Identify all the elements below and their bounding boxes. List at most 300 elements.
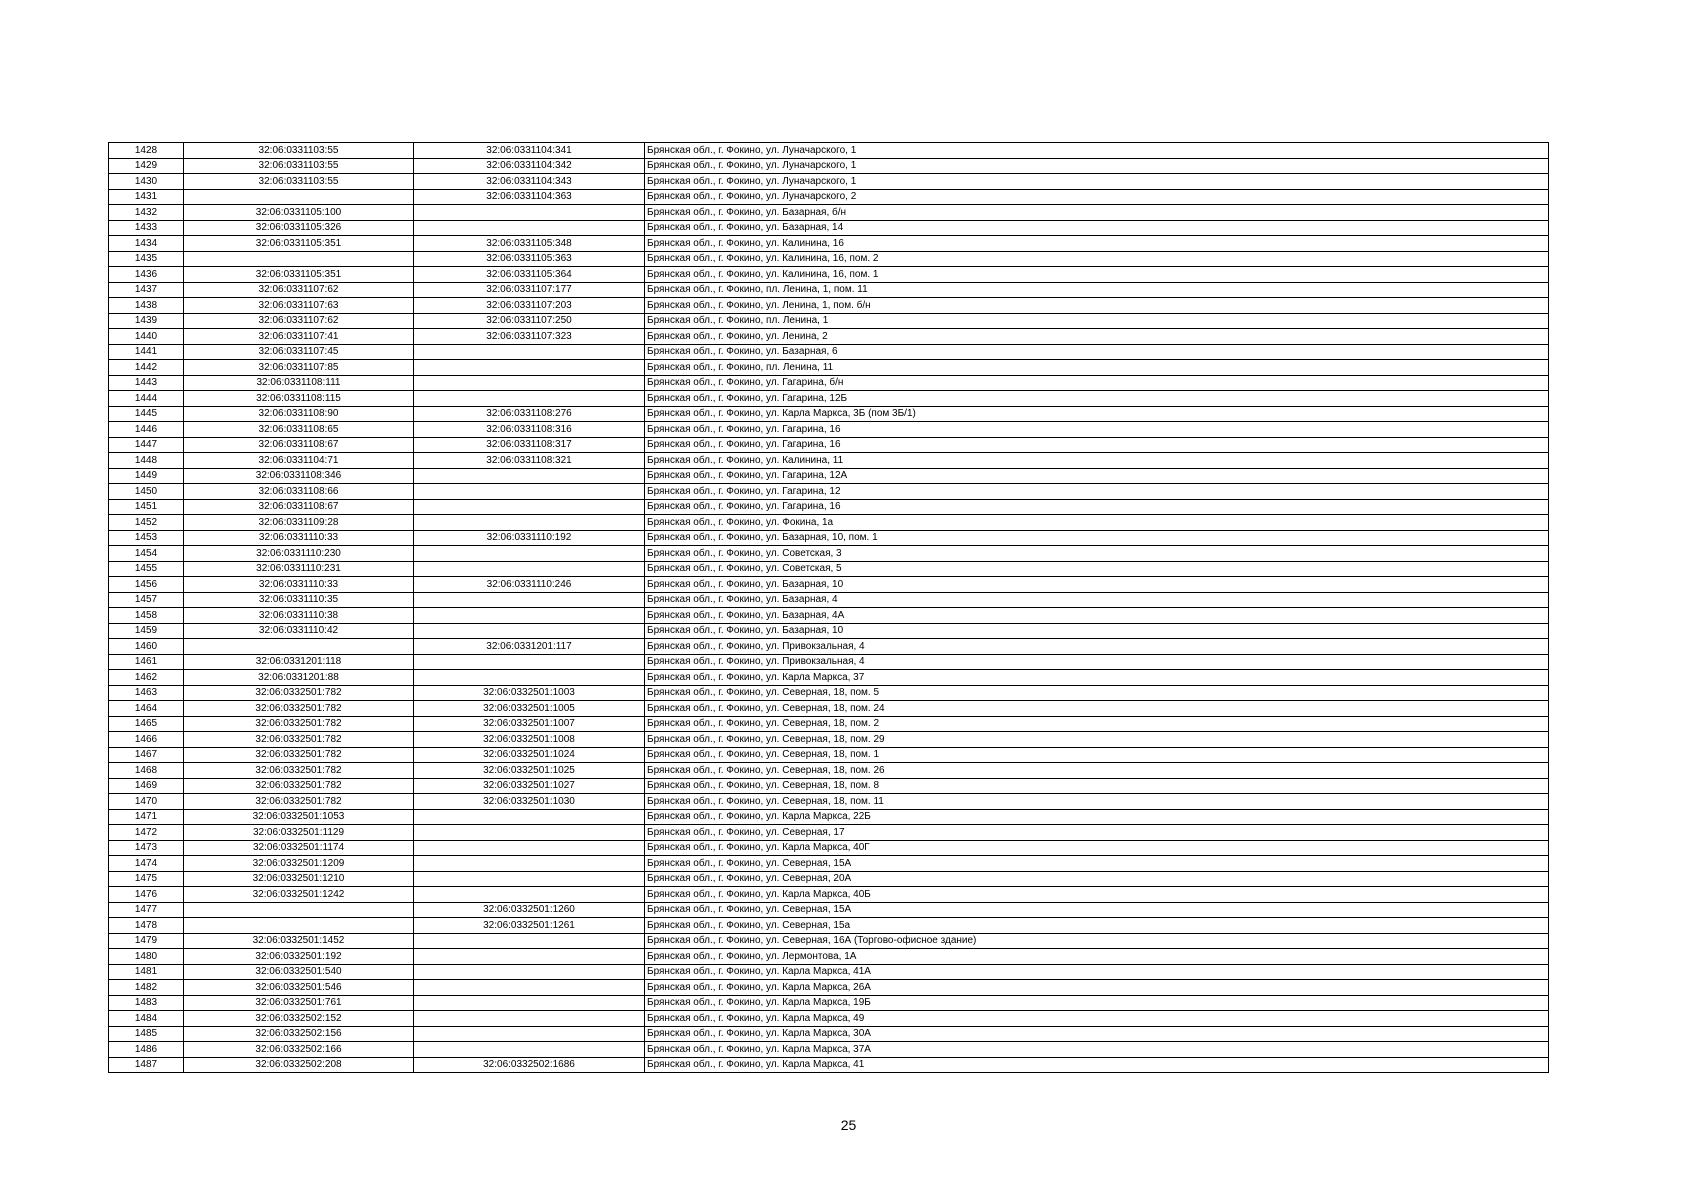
land-cadastral-number-cell: 32:06:0331107:45	[184, 344, 414, 360]
building-cadastral-number-cell: 32:06:0331104:343	[414, 174, 645, 190]
building-cadastral-number-cell: 32:06:0331110:192	[414, 530, 645, 546]
table-row	[109, 329, 1549, 345]
land-cadastral-number-cell: 32:06:0331108:346	[184, 468, 414, 484]
row-number-cell: 1454	[109, 546, 184, 562]
table-row	[109, 887, 1549, 903]
row-number-cell: 1459	[109, 623, 184, 639]
building-cadastral-number-cell	[414, 871, 645, 887]
building-cadastral-number-cell: 32:06:0332502:1686	[414, 1057, 645, 1073]
table-row	[109, 282, 1549, 298]
land-cadastral-number-cell: 32:06:0331110:33	[184, 577, 414, 593]
building-cadastral-number-cell	[414, 344, 645, 360]
table-row	[109, 995, 1549, 1011]
row-number-cell: 1444	[109, 391, 184, 407]
land-cadastral-number-cell	[184, 189, 414, 205]
address-cell: Брянская обл., г. Фокино, ул. Северная, 15А	[645, 856, 1549, 872]
address-cell: Брянская обл., г. Фокино, ул. Северная, 18, пом. 26	[645, 763, 1549, 779]
building-cadastral-number-cell	[414, 468, 645, 484]
row-number-cell: 1429	[109, 158, 184, 174]
land-cadastral-number-cell: 32:06:0332501:782	[184, 685, 414, 701]
building-cadastral-number-cell	[414, 499, 645, 515]
building-cadastral-number-cell	[414, 995, 645, 1011]
address-cell: Брянская обл., г. Фокино, ул. Базарная, б/н	[645, 205, 1549, 221]
row-number-cell: 1445	[109, 406, 184, 422]
table-row	[109, 499, 1549, 515]
row-number-cell: 1450	[109, 484, 184, 500]
address-cell: Брянская обл., г. Фокино, ул. Карла Маркса, 22Б	[645, 809, 1549, 825]
land-cadastral-number-cell: 32:06:0332501:1129	[184, 825, 414, 841]
building-cadastral-number-cell: 32:06:0331110:246	[414, 577, 645, 593]
table-row	[109, 515, 1549, 531]
row-number-cell: 1480	[109, 949, 184, 965]
land-cadastral-number-cell: 32:06:0331110:35	[184, 592, 414, 608]
building-cadastral-number-cell	[414, 484, 645, 500]
land-cadastral-number-cell: 32:06:0332501:546	[184, 980, 414, 996]
address-cell: Брянская обл., г. Фокино, ул. Северная, 18, пом. 29	[645, 732, 1549, 748]
address-cell: Брянская обл., г. Фокино, ул. Советская, 3	[645, 546, 1549, 562]
table-row	[109, 360, 1549, 376]
address-cell: Брянская обл., г. Фокино, ул. Карла Маркса, 40Г	[645, 840, 1549, 856]
building-cadastral-number-cell: 32:06:0331201:117	[414, 639, 645, 655]
row-number-cell: 1468	[109, 763, 184, 779]
land-cadastral-number-cell: 32:06:0331108:65	[184, 422, 414, 438]
address-cell: Брянская обл., г. Фокино, ул. Привокзальная, 4	[645, 654, 1549, 670]
address-cell: Брянская обл., г. Фокино, ул. Базарная, 6	[645, 344, 1549, 360]
building-cadastral-number-cell: 32:06:0331104:341	[414, 143, 645, 159]
address-cell: Брянская обл., г. Фокино, ул. Гагарина, 12	[645, 484, 1549, 500]
table-row	[109, 608, 1549, 624]
building-cadastral-number-cell	[414, 809, 645, 825]
building-cadastral-number-cell	[414, 561, 645, 577]
table-row	[109, 918, 1549, 934]
building-cadastral-number-cell: 32:06:0331104:342	[414, 158, 645, 174]
building-cadastral-number-cell	[414, 887, 645, 903]
table-row	[109, 236, 1549, 252]
table-row	[109, 747, 1549, 763]
table-row	[109, 344, 1549, 360]
address-cell: Брянская обл., г. Фокино, ул. Гагарина, 16	[645, 422, 1549, 438]
row-number-cell: 1434	[109, 236, 184, 252]
address-cell: Брянская обл., г. Фокино, ул. Карла Маркса, 40Б	[645, 887, 1549, 903]
table-row	[109, 174, 1549, 190]
building-cadastral-number-cell: 32:06:0331107:323	[414, 329, 645, 345]
row-number-cell: 1439	[109, 313, 184, 329]
row-number-cell: 1465	[109, 716, 184, 732]
table-row	[109, 980, 1549, 996]
table-row	[109, 437, 1549, 453]
row-number-cell: 1475	[109, 871, 184, 887]
building-cadastral-number-cell	[414, 933, 645, 949]
address-cell: Брянская обл., г. Фокино, ул. Базарная, 10	[645, 623, 1549, 639]
address-cell: Брянская обл., г. Фокино, ул. Северная, 18, пом. 2	[645, 716, 1549, 732]
land-cadastral-number-cell: 32:06:0331107:62	[184, 282, 414, 298]
building-cadastral-number-cell: 32:06:0331105:364	[414, 267, 645, 283]
table-row	[109, 267, 1549, 283]
address-cell: Брянская обл., г. Фокино, ул. Калинина, 16, пом. 1	[645, 267, 1549, 283]
land-cadastral-number-cell: 32:06:0331110:42	[184, 623, 414, 639]
row-number-cell: 1457	[109, 592, 184, 608]
row-number-cell: 1449	[109, 468, 184, 484]
building-cadastral-number-cell: 32:06:0332501:1008	[414, 732, 645, 748]
row-number-cell: 1481	[109, 964, 184, 980]
land-cadastral-number-cell: 32:06:0331103:55	[184, 174, 414, 190]
row-number-cell: 1451	[109, 499, 184, 515]
building-cadastral-number-cell: 32:06:0331105:363	[414, 251, 645, 267]
table-row	[109, 856, 1549, 872]
land-cadastral-number-cell: 32:06:0332501:1210	[184, 871, 414, 887]
address-cell: Брянская обл., г. Фокино, ул. Луначарского, 1	[645, 174, 1549, 190]
building-cadastral-number-cell	[414, 980, 645, 996]
address-cell: Брянская обл., г. Фокино, ул. Северная, 18, пом. 1	[645, 747, 1549, 763]
table-row	[109, 825, 1549, 841]
table-row	[109, 716, 1549, 732]
address-cell: Брянская обл., г. Фокино, ул. Привокзальная, 4	[645, 639, 1549, 655]
row-number-cell: 1473	[109, 840, 184, 856]
building-cadastral-number-cell: 32:06:0331107:203	[414, 298, 645, 314]
address-cell: Брянская обл., г. Фокино, ул. Северная, 18, пом. 24	[645, 701, 1549, 717]
address-cell: Брянская обл., г. Фокино, ул. Северная, 16А (Торгово-офисное здание)	[645, 933, 1549, 949]
row-number-cell: 1467	[109, 747, 184, 763]
building-cadastral-number-cell: 32:06:0332501:1007	[414, 716, 645, 732]
land-cadastral-number-cell: 32:06:0331108:67	[184, 437, 414, 453]
address-cell: Брянская обл., г. Фокино, ул. Калинина, 16, пом. 2	[645, 251, 1549, 267]
table-row	[109, 251, 1549, 267]
building-cadastral-number-cell: 32:06:0332501:1003	[414, 685, 645, 701]
land-cadastral-number-cell: 32:06:0331108:90	[184, 406, 414, 422]
building-cadastral-number-cell	[414, 592, 645, 608]
address-cell: Брянская обл., г. Фокино, ул. Карла Маркса, 26А	[645, 980, 1549, 996]
land-cadastral-number-cell: 32:06:0332501:782	[184, 747, 414, 763]
building-cadastral-number-cell: 32:06:0332501:1261	[414, 918, 645, 934]
row-number-cell: 1456	[109, 577, 184, 593]
table-row	[109, 1057, 1549, 1073]
table-row	[109, 964, 1549, 980]
table-row	[109, 313, 1549, 329]
building-cadastral-number-cell	[414, 375, 645, 391]
land-cadastral-number-cell: 32:06:0331104:71	[184, 453, 414, 469]
row-number-cell: 1472	[109, 825, 184, 841]
table-row	[109, 468, 1549, 484]
address-cell: Брянская обл., г. Фокино, ул. Северная, 20А	[645, 871, 1549, 887]
address-cell: Брянская обл., г. Фокино, ул. Северная, 18, пом. 11	[645, 794, 1549, 810]
row-number-cell: 1464	[109, 701, 184, 717]
row-number-cell: 1477	[109, 902, 184, 918]
row-number-cell: 1440	[109, 329, 184, 345]
row-number-cell: 1478	[109, 918, 184, 934]
row-number-cell: 1463	[109, 685, 184, 701]
table-row	[109, 778, 1549, 794]
row-number-cell: 1458	[109, 608, 184, 624]
address-cell: Брянская обл., г. Фокино, ул. Северная, 18, пом. 8	[645, 778, 1549, 794]
building-cadastral-number-cell: 32:06:0332501:1024	[414, 747, 645, 763]
row-number-cell: 1452	[109, 515, 184, 531]
land-cadastral-number-cell: 32:06:0331108:66	[184, 484, 414, 500]
building-cadastral-number-cell	[414, 1042, 645, 1058]
table-row	[109, 298, 1549, 314]
land-cadastral-number-cell: 32:06:0331107:85	[184, 360, 414, 376]
building-cadastral-number-cell: 32:06:0331105:348	[414, 236, 645, 252]
building-cadastral-number-cell	[414, 825, 645, 841]
building-cadastral-number-cell	[414, 391, 645, 407]
land-cadastral-number-cell: 32:06:0331110:230	[184, 546, 414, 562]
row-number-cell: 1483	[109, 995, 184, 1011]
table-row	[109, 763, 1549, 779]
table-row	[109, 732, 1549, 748]
land-cadastral-number-cell: 32:06:0331201:118	[184, 654, 414, 670]
land-cadastral-number-cell: 32:06:0331108:115	[184, 391, 414, 407]
row-number-cell: 1455	[109, 561, 184, 577]
address-cell: Брянская обл., г. Фокино, ул. Базарная, 4А	[645, 608, 1549, 624]
address-cell: Брянская обл., г. Фокино, ул. Луначарского, 1	[645, 143, 1549, 159]
address-cell: Брянская обл., г. Фокино, ул. Гагарина, 12А	[645, 468, 1549, 484]
address-cell: Брянская обл., г. Фокино, ул. Карла Маркса, 30А	[645, 1026, 1549, 1042]
land-cadastral-number-cell: 32:06:0331105:100	[184, 205, 414, 221]
building-cadastral-number-cell	[414, 546, 645, 562]
building-cadastral-number-cell	[414, 670, 645, 686]
land-cadastral-number-cell: 32:06:0331110:33	[184, 530, 414, 546]
land-cadastral-number-cell: 32:06:0331105:326	[184, 220, 414, 236]
land-cadastral-number-cell: 32:06:0332501:782	[184, 701, 414, 717]
address-cell: Брянская обл., г. Фокино, ул. Фокина, 1а	[645, 515, 1549, 531]
row-number-cell: 1474	[109, 856, 184, 872]
address-cell: Брянская обл., г. Фокино, ул. Калинина, 11	[645, 453, 1549, 469]
building-cadastral-number-cell	[414, 515, 645, 531]
address-cell: Брянская обл., г. Фокино, ул. Карла Маркса, 3Б (пом 3Б/1)	[645, 406, 1549, 422]
land-cadastral-number-cell: 32:06:0331108:67	[184, 499, 414, 515]
table-row	[109, 375, 1549, 391]
land-cadastral-number-cell: 32:06:0332501:540	[184, 964, 414, 980]
table-row	[109, 949, 1549, 965]
table-row	[109, 685, 1549, 701]
building-cadastral-number-cell: 32:06:0331108:276	[414, 406, 645, 422]
address-cell: Брянская обл., г. Фокино, ул. Карла Маркса, 49	[645, 1011, 1549, 1027]
table-row	[109, 422, 1549, 438]
building-cadastral-number-cell	[414, 856, 645, 872]
table-row	[109, 484, 1549, 500]
table-row	[109, 1011, 1549, 1027]
row-number-cell: 1438	[109, 298, 184, 314]
address-cell: Брянская обл., г. Фокино, ул. Базарная, 14	[645, 220, 1549, 236]
table-row	[109, 577, 1549, 593]
address-cell: Брянская обл., г. Фокино, ул. Карла Маркса, 19Б	[645, 995, 1549, 1011]
row-number-cell: 1482	[109, 980, 184, 996]
address-cell: Брянская обл., г. Фокино, ул. Карла Маркса, 37	[645, 670, 1549, 686]
row-number-cell: 1436	[109, 267, 184, 283]
building-cadastral-number-cell: 32:06:0332501:1025	[414, 763, 645, 779]
building-cadastral-number-cell	[414, 1011, 645, 1027]
land-cadastral-number-cell: 32:06:0332501:1242	[184, 887, 414, 903]
table-row	[109, 391, 1549, 407]
row-number-cell: 1471	[109, 809, 184, 825]
table-row	[109, 871, 1549, 887]
address-cell: Брянская обл., г. Фокино, ул. Базарная, 4	[645, 592, 1549, 608]
table-row	[109, 639, 1549, 655]
building-cadastral-number-cell: 32:06:0331108:316	[414, 422, 645, 438]
land-cadastral-number-cell: 32:06:0331201:88	[184, 670, 414, 686]
table-row	[109, 902, 1549, 918]
row-number-cell: 1442	[109, 360, 184, 376]
building-cadastral-number-cell	[414, 623, 645, 639]
land-cadastral-number-cell	[184, 251, 414, 267]
table-row	[109, 453, 1549, 469]
address-cell: Брянская обл., г. Фокино, ул. Советская, 5	[645, 561, 1549, 577]
row-number-cell: 1469	[109, 778, 184, 794]
address-cell: Брянская обл., г. Фокино, ул. Базарная, 10, пом. 1	[645, 530, 1549, 546]
row-number-cell: 1476	[109, 887, 184, 903]
row-number-cell: 1435	[109, 251, 184, 267]
address-cell: Брянская обл., г. Фокино, ул. Карла Маркса, 37А	[645, 1042, 1549, 1058]
land-cadastral-number-cell: 32:06:0331103:55	[184, 158, 414, 174]
table-row	[109, 546, 1549, 562]
table-row	[109, 654, 1549, 670]
land-cadastral-number-cell	[184, 918, 414, 934]
address-cell: Брянская обл., г. Фокино, ул. Карла Маркса, 41А	[645, 964, 1549, 980]
building-cadastral-number-cell	[414, 220, 645, 236]
building-cadastral-number-cell: 32:06:0332501:1005	[414, 701, 645, 717]
land-cadastral-number-cell: 32:06:0331107:63	[184, 298, 414, 314]
land-cadastral-number-cell: 32:06:0332501:192	[184, 949, 414, 965]
row-number-cell: 1470	[109, 794, 184, 810]
land-cadastral-number-cell: 32:06:0332501:1209	[184, 856, 414, 872]
address-cell: Брянская обл., г. Фокино, ул. Лермонтова, 1А	[645, 949, 1549, 965]
address-cell: Брянская обл., г. Фокино, ул. Карла Маркса, 41	[645, 1057, 1549, 1073]
building-cadastral-number-cell	[414, 654, 645, 670]
land-cadastral-number-cell: 32:06:0331108:111	[184, 375, 414, 391]
row-number-cell: 1446	[109, 422, 184, 438]
row-number-cell: 1486	[109, 1042, 184, 1058]
land-cadastral-number-cell: 32:06:0331107:41	[184, 329, 414, 345]
land-cadastral-number-cell	[184, 902, 414, 918]
table-row	[109, 670, 1549, 686]
address-cell: Брянская обл., г. Фокино, ул. Гагарина, 12Б	[645, 391, 1549, 407]
address-cell: Брянская обл., г. Фокино, ул. Гагарина, 16	[645, 437, 1549, 453]
building-cadastral-number-cell	[414, 360, 645, 376]
address-cell: Брянская обл., г. Фокино, ул. Северная, 17	[645, 825, 1549, 841]
land-cadastral-number-cell: 32:06:0332501:782	[184, 763, 414, 779]
row-number-cell: 1433	[109, 220, 184, 236]
land-cadastral-number-cell: 32:06:0331110:231	[184, 561, 414, 577]
address-cell: Брянская обл., г. Фокино, ул. Гагарина, 16	[645, 499, 1549, 515]
land-cadastral-number-cell: 32:06:0332501:1053	[184, 809, 414, 825]
table-row	[109, 623, 1549, 639]
table-row	[109, 530, 1549, 546]
table-row	[109, 220, 1549, 236]
building-cadastral-number-cell: 32:06:0332501:1027	[414, 778, 645, 794]
table-row	[109, 143, 1549, 159]
row-number-cell: 1448	[109, 453, 184, 469]
address-cell: Брянская обл., г. Фокино, ул. Луначарского, 2	[645, 189, 1549, 205]
building-cadastral-number-cell	[414, 1026, 645, 1042]
row-number-cell: 1485	[109, 1026, 184, 1042]
land-cadastral-number-cell: 32:06:0331107:62	[184, 313, 414, 329]
land-cadastral-number-cell: 32:06:0332501:782	[184, 778, 414, 794]
address-cell: Брянская обл., г. Фокино, ул. Гагарина, б/н	[645, 375, 1549, 391]
page-number: 25	[840, 1117, 857, 1133]
table-row	[109, 1042, 1549, 1058]
land-cadastral-number-cell	[184, 639, 414, 655]
table-row	[109, 1026, 1549, 1042]
address-cell: Брянская обл., г. Фокино, ул. Луначарского, 1	[645, 158, 1549, 174]
address-cell: Брянская обл., г. Фокино, ул. Калинина, 16	[645, 236, 1549, 252]
building-cadastral-number-cell: 32:06:0332501:1030	[414, 794, 645, 810]
building-cadastral-number-cell: 32:06:0331108:321	[414, 453, 645, 469]
table-row	[109, 561, 1549, 577]
table-row	[109, 592, 1549, 608]
building-cadastral-number-cell: 32:06:0331107:177	[414, 282, 645, 298]
table-row	[109, 809, 1549, 825]
registry-table-body	[109, 143, 1549, 1073]
row-number-cell: 1484	[109, 1011, 184, 1027]
land-cadastral-number-cell: 32:06:0332501:761	[184, 995, 414, 1011]
land-cadastral-number-cell: 32:06:0331105:351	[184, 267, 414, 283]
address-cell: Брянская обл., г. Фокино, ул. Северная, 15А	[645, 902, 1549, 918]
property-registry-table	[108, 142, 1549, 1073]
table-row	[109, 933, 1549, 949]
building-cadastral-number-cell: 32:06:0331104:363	[414, 189, 645, 205]
land-cadastral-number-cell: 32:06:0332501:1174	[184, 840, 414, 856]
row-number-cell: 1462	[109, 670, 184, 686]
address-cell: Брянская обл., г. Фокино, пл. Ленина, 11	[645, 360, 1549, 376]
land-cadastral-number-cell: 32:06:0332501:782	[184, 716, 414, 732]
address-cell: Брянская обл., г. Фокино, ул. Базарная, 10	[645, 577, 1549, 593]
address-cell: Брянская обл., г. Фокино, ул. Северная, 15а	[645, 918, 1549, 934]
building-cadastral-number-cell	[414, 608, 645, 624]
row-number-cell: 1461	[109, 654, 184, 670]
row-number-cell: 1453	[109, 530, 184, 546]
address-cell: Брянская обл., г. Фокино, пл. Ленина, 1, пом. 11	[645, 282, 1549, 298]
land-cadastral-number-cell: 32:06:0332501:782	[184, 732, 414, 748]
building-cadastral-number-cell: 32:06:0331107:250	[414, 313, 645, 329]
land-cadastral-number-cell: 32:06:0332501:1452	[184, 933, 414, 949]
address-cell: Брянская обл., г. Фокино, ул. Ленина, 2	[645, 329, 1549, 345]
row-number-cell: 1466	[109, 732, 184, 748]
table-row	[109, 701, 1549, 717]
building-cadastral-number-cell	[414, 949, 645, 965]
row-number-cell: 1447	[109, 437, 184, 453]
table-row	[109, 794, 1549, 810]
row-number-cell: 1487	[109, 1057, 184, 1073]
land-cadastral-number-cell: 32:06:0332502:152	[184, 1011, 414, 1027]
address-cell: Брянская обл., г. Фокино, ул. Ленина, 1, пом. б/н	[645, 298, 1549, 314]
land-cadastral-number-cell: 32:06:0332501:782	[184, 794, 414, 810]
land-cadastral-number-cell: 32:06:0332502:156	[184, 1026, 414, 1042]
row-number-cell: 1479	[109, 933, 184, 949]
table-row	[109, 840, 1549, 856]
table-row	[109, 205, 1549, 221]
building-cadastral-number-cell	[414, 205, 645, 221]
table-row	[109, 158, 1549, 174]
land-cadastral-number-cell: 32:06:0331105:351	[184, 236, 414, 252]
row-number-cell: 1431	[109, 189, 184, 205]
building-cadastral-number-cell: 32:06:0332501:1260	[414, 902, 645, 918]
land-cadastral-number-cell: 32:06:0332502:166	[184, 1042, 414, 1058]
land-cadastral-number-cell: 32:06:0331109:28	[184, 515, 414, 531]
address-cell: Брянская обл., г. Фокино, пл. Ленина, 1	[645, 313, 1549, 329]
building-cadastral-number-cell	[414, 840, 645, 856]
row-number-cell: 1443	[109, 375, 184, 391]
row-number-cell: 1437	[109, 282, 184, 298]
table-row	[109, 406, 1549, 422]
row-number-cell: 1430	[109, 174, 184, 190]
row-number-cell: 1432	[109, 205, 184, 221]
land-cadastral-number-cell: 32:06:0332502:208	[184, 1057, 414, 1073]
building-cadastral-number-cell: 32:06:0331108:317	[414, 437, 645, 453]
land-cadastral-number-cell: 32:06:0331103:55	[184, 143, 414, 159]
row-number-cell: 1441	[109, 344, 184, 360]
row-number-cell: 1460	[109, 639, 184, 655]
land-cadastral-number-cell: 32:06:0331110:38	[184, 608, 414, 624]
row-number-cell: 1428	[109, 143, 184, 159]
